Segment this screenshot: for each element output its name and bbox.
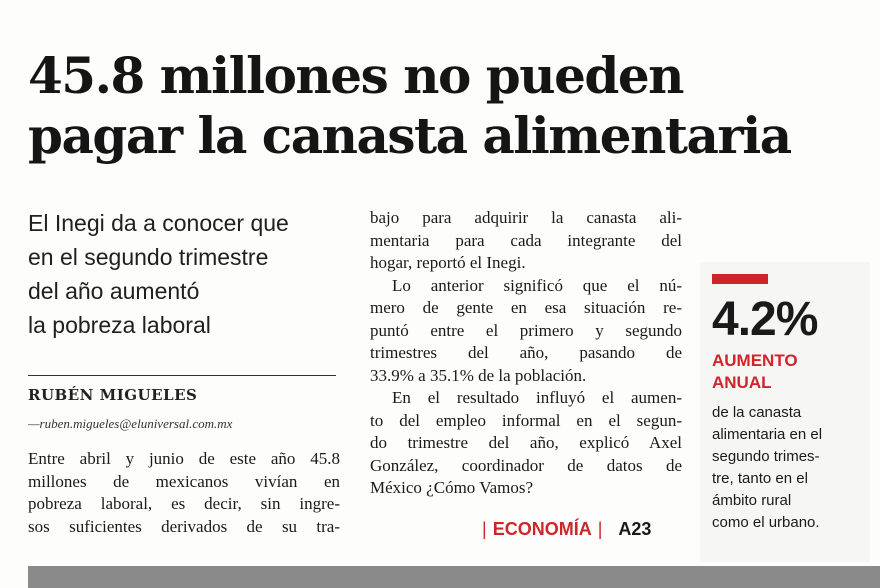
body-line: México ¿Cómo Vamos? (370, 478, 534, 497)
stat-description (712, 402, 822, 534)
headline-line: pagar la canasta alimentaria (28, 106, 791, 165)
article-column-1 (28, 448, 340, 538)
author-byline: RUBÉN MIGUELES (28, 386, 198, 404)
body-line: En el resultado influyó el aumen- (392, 388, 682, 407)
body-line: Lo anterior significó que el nú- (392, 275, 682, 295)
section-divider: | (597, 519, 603, 539)
subhead-line: del año aumentó (28, 278, 200, 304)
stat-desc-line: de la canasta (712, 404, 802, 421)
subhead-line: en el segundo trimestre (28, 244, 269, 270)
body-line: mentaria para cada integrante del (370, 230, 682, 250)
subheadline (28, 206, 338, 342)
author-email: —ruben.migueles@eluniversal.com.mx (28, 416, 233, 431)
stat-label (712, 350, 798, 394)
subhead-line: la pobreza laboral (28, 312, 211, 338)
stat-desc-line: tre, tanto en el (712, 470, 808, 487)
page-number: A23 (618, 519, 652, 539)
body-line: trimestres del año, pasando de (370, 343, 682, 362)
paragraph-cont (370, 410, 682, 500)
stat-desc-line: como el urbano. (712, 514, 820, 531)
byline-divider (28, 375, 336, 376)
body-line: do trimestre del año, explicó Axel (370, 433, 682, 452)
accent-bar (712, 274, 768, 284)
body-line: hogar, reportó el Inegi. (370, 253, 526, 272)
body-line: 33.9% a 35.1% de la población. (370, 365, 587, 385)
body-line: Entre abril y junio de este año 45.8 (28, 449, 340, 468)
body-line: to del empleo informal en el segun- (370, 410, 682, 430)
paragraph (370, 207, 682, 275)
bottom-strip (28, 566, 880, 588)
paragraph (370, 387, 682, 410)
stat-label-line: AUMENTO (712, 351, 798, 370)
article-column-2 (370, 207, 682, 500)
stat-label-line: ANUAL (712, 373, 772, 392)
stat-value: 4.2% (712, 293, 818, 346)
section-name: ECONOMÍA (492, 519, 592, 539)
paragraph (370, 275, 682, 298)
body-line: pobreza laboral, es decir, sin ingre- (28, 494, 340, 513)
subhead-line: El Inegi da a conocer que (28, 210, 289, 236)
body-line: bajo para adquirir la canasta ali- (370, 208, 682, 227)
body-line: puntó entre el primero y segundo (370, 320, 682, 340)
section-divider: | (482, 519, 487, 539)
section-reference (476, 519, 651, 540)
headline-line: 45.8 millones no pueden (28, 46, 684, 105)
body-line: sos suficientes derivados de su tra- (28, 516, 340, 536)
body-line: González, coordinador de datos de (370, 455, 682, 475)
stat-desc-line: segundo trimes- (712, 448, 820, 465)
paragraph-cont (370, 297, 682, 387)
headline (28, 46, 868, 166)
body-line: mero de gente en esa situación re- (370, 298, 682, 317)
stat-desc-line: ámbito rural (712, 492, 792, 509)
body-line: millones de mexicanos vivían en (28, 471, 340, 491)
stat-desc-line: alimentaria en el (712, 426, 823, 443)
